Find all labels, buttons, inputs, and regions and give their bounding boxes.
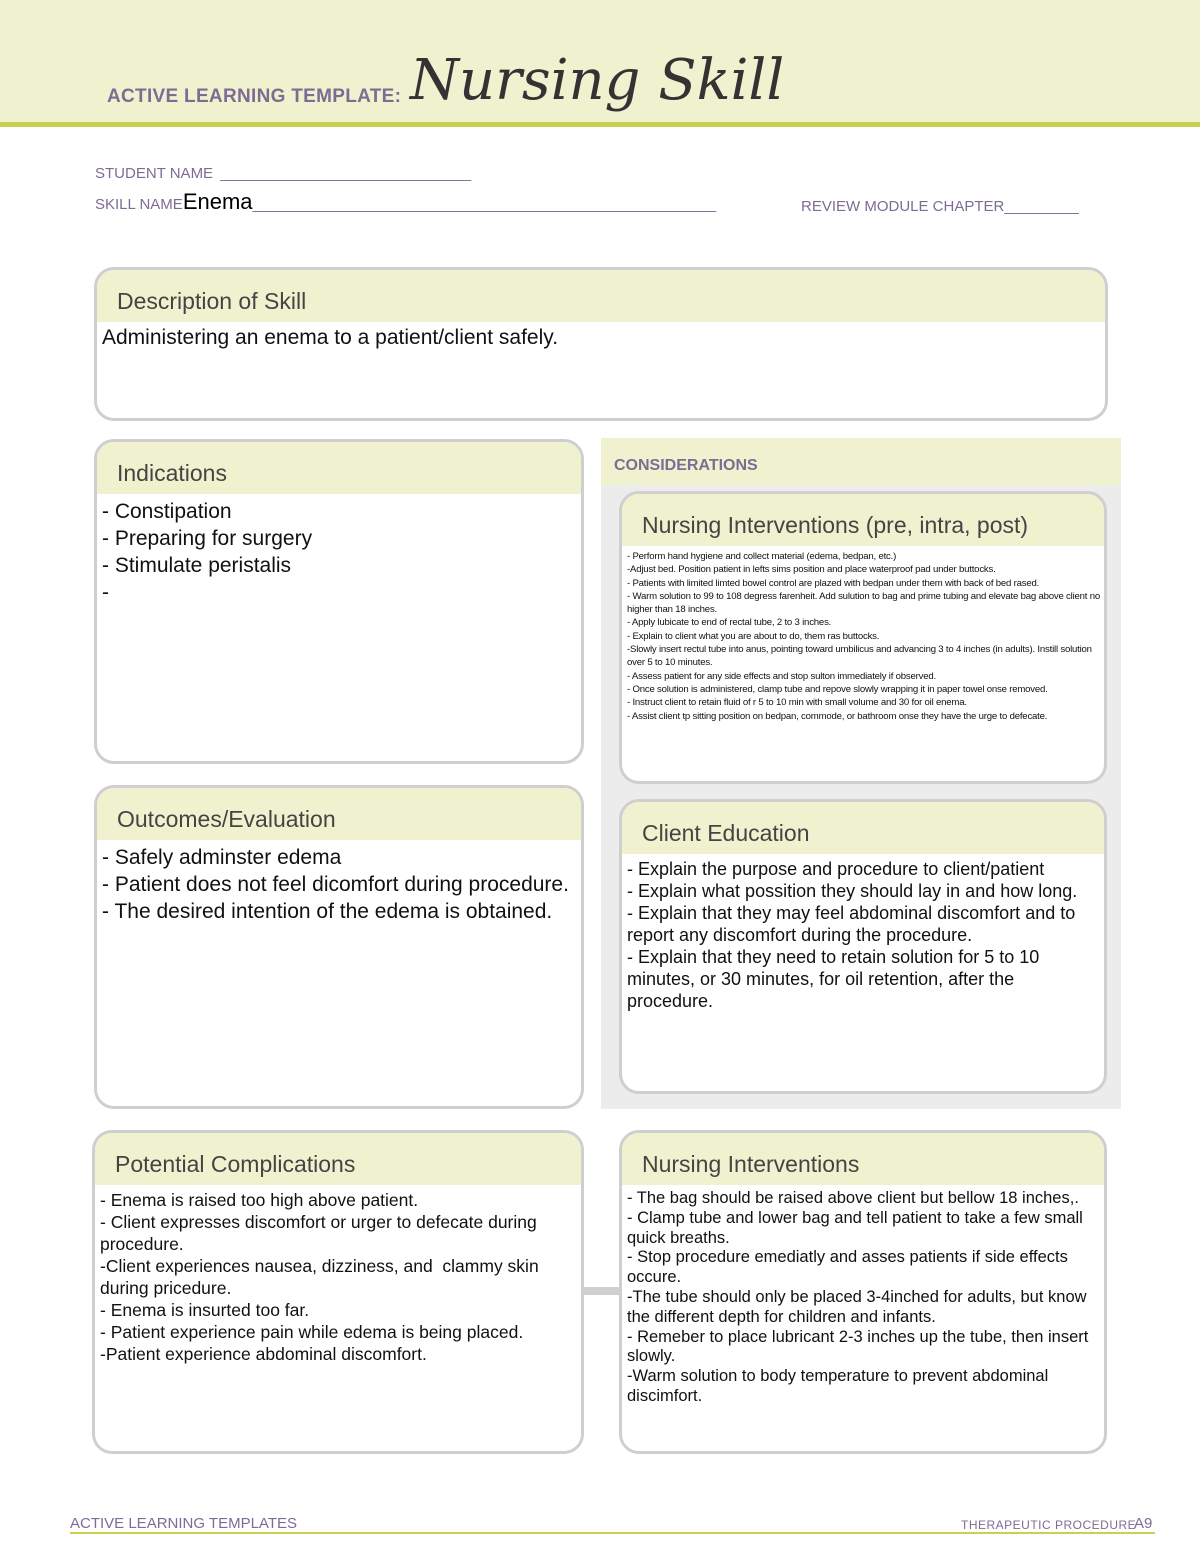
description-body[interactable]: Administering an enema to a patient/client safely. xyxy=(102,326,559,349)
potential-complications-title: Potential Complications xyxy=(95,1133,581,1185)
skill-name-field[interactable] xyxy=(95,189,715,215)
description-title: Description of Skill xyxy=(97,270,1105,322)
indications-body[interactable]: - Constipation - Preparing for surgery - Stimulate peristalis - xyxy=(102,500,313,604)
footer-rule xyxy=(70,1532,1155,1534)
considerations-title: CONSIDERATIONS xyxy=(601,438,1121,485)
skill-name-value: Enema xyxy=(182,189,253,214)
student-name-field[interactable] xyxy=(95,165,470,182)
student-name-underline: __________________________________ xyxy=(217,165,471,182)
nursing-interventions-pip-title: Nursing Interventions (pre, intra, post) xyxy=(622,494,1104,546)
student-name-label: STUDENT NAME xyxy=(95,165,214,182)
review-module-field[interactable] xyxy=(801,198,1078,215)
indications-title: Indications xyxy=(97,442,581,494)
nursing-interventions-pip-body[interactable]: - Perform hand hygiene and collect material (edema, bedpan, etc.) -Adjust bed. Position patient in lefts sims position and place waterproof pad under buttocks. - Patients with limited limted bowel control are plazed with bedpan under them with back of bed rased. - Warm solution to 99 to 108 degress farenheit. Add sulution to bag and prime tubing and elevate bag above client no higher than 18 inches. - Apply lubicate to end of rectal tube, 2 to 3 inches. - Explain to client what you are about to do, them ras buttocks. -Slowly insert rectul tube into anus, pointing toward umbilicus and advancing 3 to 4 inches (in adults). Instill solution over 5 to 10 minutes. - Assess patient for any side effects and stop sulton immediately if observed. - Once solution is administered, clamp tube and repove slowly wrapping it in paper towel onse removed. - Instruct client to retain fluid of r 5 to 10 min with small volume and 30 for oil enema. - Assist client tp sitting position on bedpan, commode, or bathroom onse they have the urge to defecate. xyxy=(627,551,1100,722)
template-label: ACTIVE LEARNING TEMPLATE: xyxy=(107,86,402,107)
client-education-body[interactable]: - Explain the purpose and procedure to client/patient - Explain what possition they should lay in and how long. - Explain that they may feel abdominal discomfort and to report any discomfort during the procedure. - Explain that they need to retain solution for 5 to 10 minutes, or 30 minutes, for oil retention, after the procedure. xyxy=(627,859,1078,1011)
indications-box xyxy=(94,439,584,764)
footer-left: ACTIVE LEARNING TEMPLATES xyxy=(70,1515,297,1532)
potential-complications-box xyxy=(92,1130,584,1454)
footer-section: THERAPEUTIC PROCEDURE xyxy=(961,1518,1137,1532)
nursing-interventions-body[interactable]: - The bag should be raised above client but bellow 18 inches,. - Clamp tube and lower bag and tell patient to take a few small quick breaths. - Stop procedure emediatly and asses patients if side effects occure. -The tube should only be placed 3-4inched for adults, but know the different depth for children and infants. - Remeber to place lubricant 2-3 inches up the tube, then insert slowly. -Warm solution to body temperature to prevent abdominal discimfort. xyxy=(627,1189,1089,1405)
review-module-label: REVIEW MODULE CHAPTER xyxy=(801,198,1005,215)
nursing-interventions-box xyxy=(619,1130,1107,1454)
client-education-box xyxy=(619,799,1107,1094)
skill-name-underline: _______________________________________________________________ xyxy=(252,196,716,213)
connector-bar xyxy=(583,1287,620,1295)
outcomes-box xyxy=(94,785,584,1109)
header-banner xyxy=(0,0,1200,127)
nursing-interventions-title: Nursing Interventions xyxy=(622,1133,1104,1185)
review-module-underline: __________ xyxy=(1004,198,1078,215)
page-number: A9 xyxy=(1134,1515,1153,1532)
page-title: Nursing Skill xyxy=(410,48,785,113)
skill-name-label: SKILL NAME xyxy=(95,196,183,213)
client-education-title: Client Education xyxy=(622,802,1104,854)
outcomes-title: Outcomes/Evaluation xyxy=(97,788,581,840)
description-box xyxy=(94,267,1108,421)
nursing-interventions-pre-intra-post-box xyxy=(619,491,1107,784)
outcomes-body[interactable]: - Safely adminster edema - Patient does not feel dicomfort during procedure. - The desired intention of the edema is obtained. xyxy=(102,846,569,923)
potential-complications-body[interactable]: - Enema is raised too high above patient. - Client expresses discomfort or urger to defecate during procedure. -Client experiences nausea, dizziness, and clammy skin during pricedure. - Enema is insurted too far. - Patient experience pain while edema is being placed. -Patient experience abdominal discomfort. xyxy=(100,1190,539,1364)
